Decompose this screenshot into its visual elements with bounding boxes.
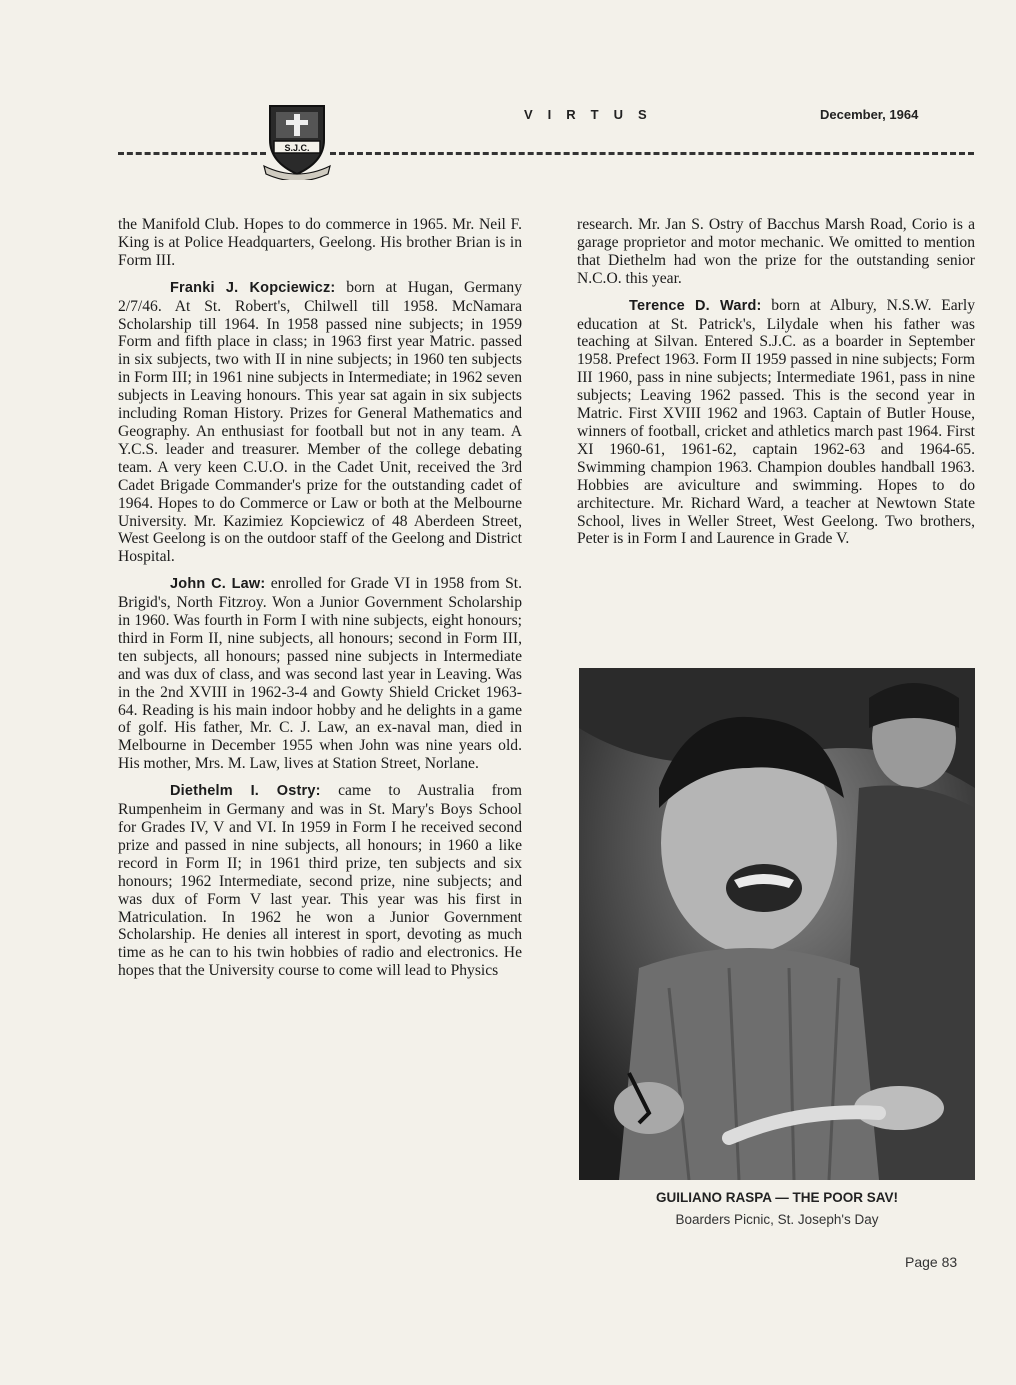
- school-crest-icon: [262, 100, 332, 180]
- decorative-rule-left: [118, 152, 266, 155]
- photo-subcaption: Boarders Picnic, St. Joseph's Day: [675, 1212, 879, 1227]
- entry-text: born at Albury, N.S.W. Early education at St. Patrick's, Lilydale when his father was teaching at Silvan. Entered S.J.C. as a boarder in September 1958. Prefect 1963. Form II 1959 passed in nine subjects; Form III 1960, pass in nine subjects; Intermediate 1961, pass in nine subjects; Leaving 1962 passed. This is the second year in Matric. First XVIII 1962 and 1963. Captain of Butler House, winners of football, cricket and athletics march past 1964. First XI 1960-61, 1961-62, captain 1962-63 and 1964-65. Swimming champion 1963. Champion doubles handball 1963. Hobbies are aviculture and swimming. Hopes to do architecture. Mr. Richard Ward, a teacher at Newtown State School, lives in Weller Street, West Geelong. Two brothers, Peter is in Form I and Laurence in Grade V.: [577, 296, 976, 548]
- entry-ostry: [118, 782, 522, 980]
- entry-name: Diethelm I. Ostry:: [170, 783, 321, 800]
- entry-text: came to Australia from Rumpenheim in Germany and was in St. Mary's Boys School for Grades IV, V and VI. In 1959 in Form I he received second prize and passed in nine subjects, all honours; in 1960 a like record in Form II; in 1961 third prize, ten subjects and six honours; 1962 Intermediate, second prize, nine subjects; and was dux of Form V last year. This year was his first in Matriculation. In 1962 he won a Junior Government Scholarship. He denies all interest in sport, devoting as much time as he can to his twin hobbies of radio and electronics. He hopes that the University course to come will lead to Physics: [118, 782, 522, 980]
- page-number: Page 83: [905, 1254, 958, 1270]
- issue-date: December, 1964: [820, 107, 919, 122]
- right-column: [577, 216, 975, 557]
- entry-text: born at Hugan, Germany 2/7/46. At St. Robert's, Chilwell till 1958. McNamara Scholarship till 1964. In 1958 passed nine subjects; in 1959 Form and fifth place in class; in 1963 first year Matric. passed in six subjects, two with II in nine subjects; in 1960 ten subjects in Form III; in 1961 nine subjects in Intermediate; in 1962 seven subjects in Leaving honours. This year sat again in six subjects including Roman History. Prizes for General Mathematics and Geography. An enthusiast for football but not in any team. A Y.C.S. leader and treasurer. Member of the college debating team. A very keen C.U.O. in the Cadet Unit, received the 3rd Cadet Brigade Commander's prize for the outstanding cadet of 1964. Hopes to do Commerce or Law or both at the Melbourne University. Mr. Kazimiez Kopciewicz of 48 Aberdeen Street, West Geelong is on the outdoor staff of the Geelong and District Hospital.: [118, 278, 522, 566]
- decorative-rule-right: [330, 152, 974, 155]
- photograph: [579, 668, 975, 1180]
- entry-text: enrolled for Grade VI in 1958 from St. Brigid's, North Fitzroy. Won a Junior Government Scholarship in 1960. Was fourth in Form I with nine subjects, eight honours; third in Form II, nine subjects, all honours; second in Form III, ten subjects, all honours; passed nine subjects in Intermediate and was dux of class, and was second last year in Leaving. Was in the 2nd XVIII in 1962-3-4 and Gowty Shield Cricket 1963-64. Reading is his main indoor hobby and he delights in a game of golf. His father, Mr. C. J. Law, an ex-naval man, died in Melbourne in December 1955 when John was nine years old. His mother, Mrs. M. Law, lives at Station Street, Norlane.: [118, 575, 522, 773]
- entry-name: Terence D. Ward:: [629, 297, 762, 314]
- paragraph-continued: the Manifold Club. Hopes to do commerce in 1965. Mr. Neil F. King is at Police Headquarters, Geelong. His brother Brian is in Form III.: [118, 216, 522, 269]
- magazine-title: VIRTUS: [524, 107, 662, 122]
- entry-law: [118, 575, 522, 773]
- entry-ward: [577, 297, 975, 549]
- photo-caption: GUILIANO RASPA — THE POOR SAV!: [655, 1190, 898, 1205]
- masthead: [0, 0, 1016, 200]
- left-column: [118, 216, 522, 989]
- entry-kopciewicz: [118, 279, 522, 567]
- svg-text:S.J.C.: S.J.C.: [284, 143, 310, 153]
- entry-name: Franki J. Kopciewicz:: [170, 279, 336, 296]
- entry-name: John C. Law:: [170, 576, 266, 593]
- photograph-image: [579, 668, 975, 1180]
- paragraph-continued: research. Mr. Jan S. Ostry of Bacchus Marsh Road, Corio is a garage proprietor and motor mechanic. We omitted to mention that Diethelm had won the prize for the outstanding senior N.C.O. this year.: [577, 216, 975, 287]
